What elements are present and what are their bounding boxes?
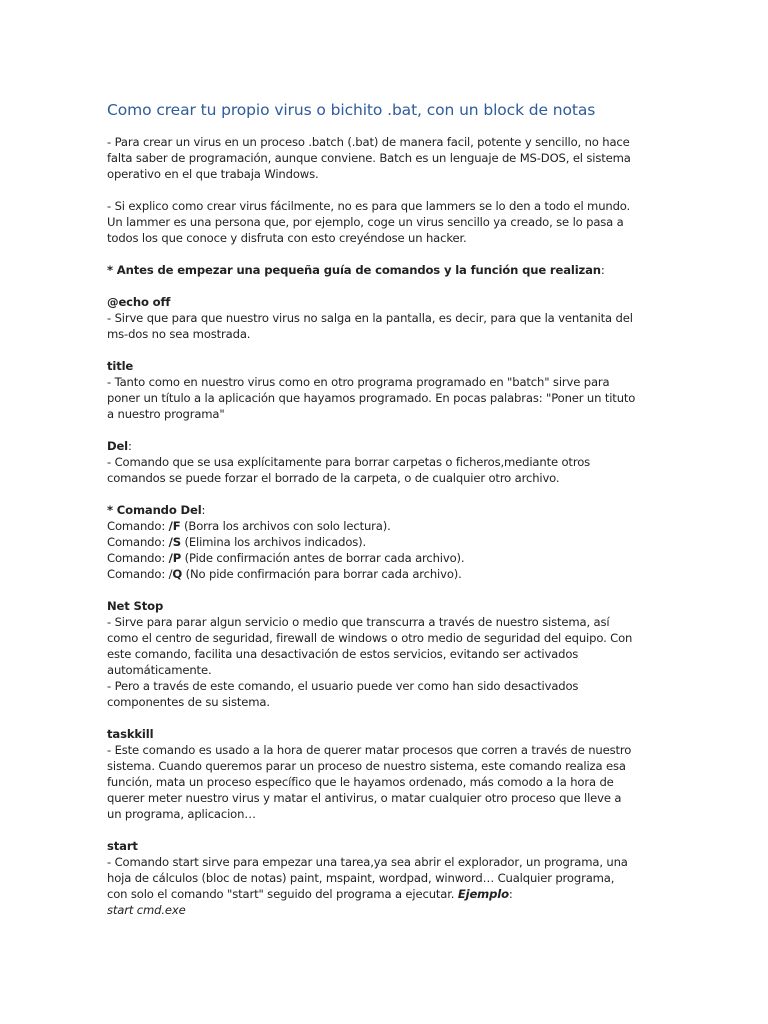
option-flag: Q	[172, 567, 183, 581]
text-line: - Tanto como en nuestro virus como en otro programa programado en "batch" sirve para	[107, 375, 610, 389]
section-net-stop	[107, 598, 667, 710]
start-last-line-text: con solo el comando "start" seguido del programa a ejecutar.	[107, 887, 458, 901]
text-line: componentes de su sistema.	[107, 695, 270, 709]
option-row	[107, 566, 667, 582]
text-line: sistema. Cuando queremos parar un proceso de nuestro sistema, este comando realiza esa	[107, 759, 626, 773]
option-flag: /P	[168, 551, 182, 565]
text-line	[107, 886, 667, 902]
text-line: hoja de cálculos (bloc de notas) paint, mspaint, wordpad, winword… Cualquier programa,	[107, 871, 615, 885]
option-desc: (Elimina los archivos indicados).	[180, 535, 367, 549]
text-line: función, mata un proceso específico que le hayamos ordenado, más comodo a la hora de	[107, 775, 614, 789]
section-heading-start: start	[107, 839, 138, 853]
del-options-heading-colon: :	[201, 503, 206, 517]
option-prefix: Comando:	[107, 535, 169, 549]
text-line: - Comando que se usa explícitamente para borrar carpetas o ficheros,mediante otros	[107, 455, 591, 469]
text-line: - Sirve que para que nuestro virus no salga en la pantalla, es decir, para que la ventanita del	[107, 311, 633, 325]
section-heading-net-stop: Net Stop	[107, 599, 164, 613]
text-line: falta saber de programación, aunque conviene. Batch es un lenguaje de MS-DOS, el sistema	[107, 151, 631, 165]
text-line: poner un título a la aplicación que hayamos programado. En pocas palabras: "Poner un tituto	[107, 391, 636, 405]
text-line: - Si explico como crear virus fácilmente, no es para que lammers se lo den a todo el mundo.	[107, 199, 631, 213]
text-line: como el centro de seguridad, firewall de windows o otro medio de seguridad del equipo. Con	[107, 631, 633, 645]
option-flag: /F	[168, 519, 181, 533]
text-line: ms-dos no sea mostrada.	[107, 327, 251, 341]
option-desc: (No pide confirmación para borrar cada archivo).	[182, 567, 462, 581]
section-heading-echo-off: @echo off	[107, 295, 171, 309]
option-row	[107, 550, 667, 566]
text-line: un programa, aplicacion…	[107, 807, 256, 821]
example-label: Ejemplo	[457, 887, 509, 901]
text-line: - Este comando es usado a la hora de querer matar procesos que corren a través de nuestro	[107, 743, 632, 757]
example-code: start cmd.exe	[107, 903, 186, 917]
option-row	[107, 534, 667, 550]
document-title: Como crear tu propio virus o bichito .bat, con un block de notas	[107, 101, 596, 119]
option-desc: (Pide confirmación antes de borrar cada archivo).	[181, 551, 465, 565]
section-taskkill	[107, 726, 667, 822]
section-title	[107, 358, 667, 422]
text-line: - Para crear un virus en un proceso .batch (.bat) de manera facil, potente y sencillo, no hace	[107, 135, 630, 149]
option-row	[107, 518, 667, 534]
text-line: operativo en el que trabaja Windows.	[107, 167, 319, 181]
text-line: Un lammer es una persona que, por ejemplo, coge un virus sencillo ya creado, se lo pasa a	[107, 215, 624, 229]
text-line: automáticamente.	[107, 663, 212, 677]
option-prefix: Comando: /	[107, 567, 173, 581]
del-options-heading-text: * Comando Del	[107, 503, 202, 517]
section-echo-off	[107, 294, 667, 342]
text-line: querer meter nuestro virus y matar el antivirus, o matar cualquier otro proceso que lleve a	[107, 791, 622, 805]
text-line: - Pero a través de este comando, el usuario puede ver como han sido desactivados	[107, 679, 579, 693]
text-line: comandos se puede forzar el borrado de la carpeta, o de cualquier otro archivo.	[107, 471, 560, 485]
section-start	[107, 838, 667, 918]
option-desc: (Borra los archivos con solo lectura).	[180, 519, 391, 533]
del-heading-text: Del	[107, 439, 129, 453]
section-heading-taskkill: taskkill	[107, 727, 154, 741]
section-heading-del	[107, 438, 667, 454]
guide-heading-text: * Antes de empezar una pequeña guía de comandos y la función que realizan	[107, 263, 601, 277]
text-line: a nuestro programa"	[107, 407, 225, 421]
section-heading-del-options	[107, 502, 667, 518]
option-prefix: Comando:	[107, 519, 169, 533]
text-line: - Comando start sirve para empezar una tarea,ya sea abrir el explorador, un programa, una	[107, 855, 628, 869]
section-heading-title: title	[107, 359, 134, 373]
text-line: - Sirve para parar algun servicio o medio que transcurra a través de nuestro sistema, así	[107, 615, 610, 629]
intro-paragraph-2	[107, 198, 667, 246]
option-flag: /S	[168, 535, 181, 549]
text-line: este comando, facilita una desactivación de estos servicios, evitando ser activados	[107, 647, 579, 661]
example-colon: :	[508, 887, 513, 901]
del-heading-colon: :	[128, 439, 132, 453]
guide-heading	[107, 262, 667, 278]
section-del-options	[107, 502, 667, 582]
guide-heading-colon: :	[600, 263, 605, 277]
option-prefix: Comando:	[107, 551, 169, 565]
guide-heading-block	[107, 262, 667, 278]
intro-paragraph-1	[107, 134, 667, 182]
text-line: todos los que conoce y disfruta con esto creyéndose un hacker.	[107, 231, 467, 245]
document-page	[107, 100, 667, 934]
section-del	[107, 438, 667, 486]
